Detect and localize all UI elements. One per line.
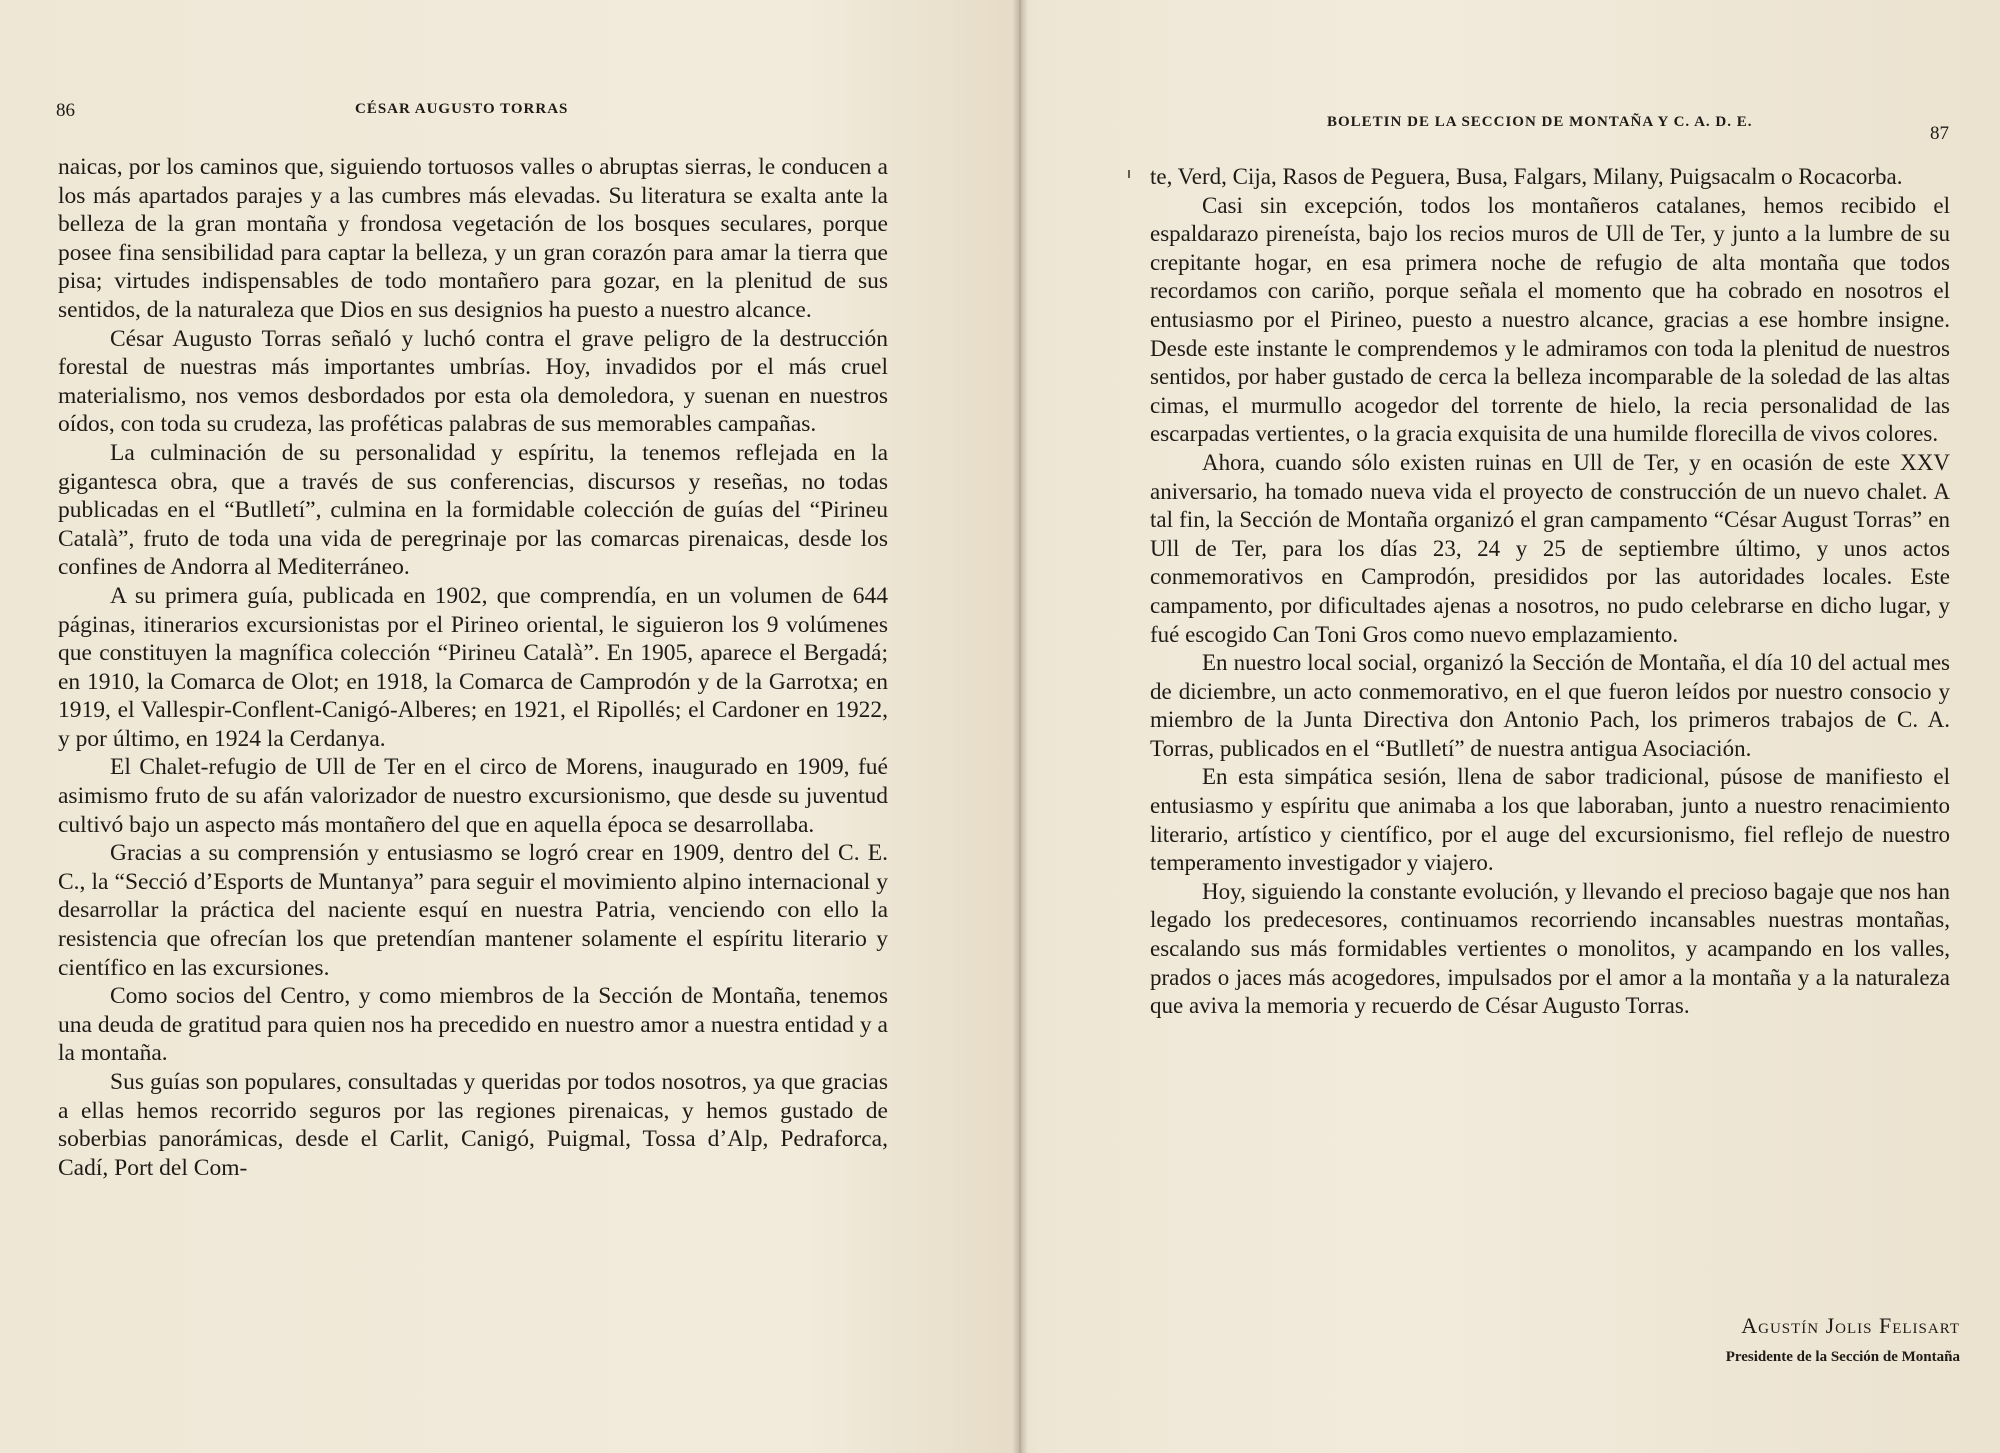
right-page [1030,0,2000,1453]
left-paragraph-6: Gracias a su comprensión y entusiasmo se logró crear en 1909, dentro del C. E. C., la “Secció d’Esports de Muntanya” para seguir el movimiento alpino internacional y desarrollar la práctica del naciente esquí en nuestra Patria, venciendo con ello la resistencia que ofrecían los que pretendían mantener solamente el espíritu literario y científico en las excursiones. [58,840,888,981]
right-body-text [1150,163,1950,1021]
left-paragraph-2: César Augusto Torras señaló y luchó contra el grave peligro de la destrucción forestal de nuestras más importantes umbrías. Hoy, invadidos por el más cruel materialismo, nos vemos desbordados por esta ola demoledora, y suenan en nuestros oídos, con toda su crudeza, las proféticas palabras de sus memorables campañas. [58,325,888,438]
right-page-number: 87 [1930,123,1949,144]
margin-mark [1128,170,1130,178]
signature-name: Agustín Jolis Felisart [1741,1313,1960,1338]
right-paragraph-1: te, Verd, Cija, Rasos de Peguera, Busa, Falgars, Milany, Puigsacalm o Rocacorba. [1150,164,1903,189]
right-paragraph-2: Casi sin excepción, todos los montañeros catalanes, hemos recibido el espaldarazo pireneísta, bajo los recios muros de Ull de Ter, y junto a la lumbre de su crepitante hogar, en esa primera noche de refugio de alta montaña que todos recordamos con cariño, porque señala el momento que ha cobrado en nosotros el entusiasmo por el Pirineo, puesto a nuestro alcance, gracias a ese hombre insigne. Desde este instante le comprendemos y le admiramos con toda la plenitud de nuestros sentidos, por haber gustado de cerca la belleza incomparable de la soledad de las altas cimas, el murmullo acogedor del torrente de hielo, la recia personalidad de las escarpadas vertientes, o la gracia exquisita de una humilde florecilla de vivos colores. [1150,192,1950,447]
left-page-number: 86 [56,100,75,121]
left-paragraph-8: Sus guías son populares, consultadas y queridas por todos nosotros, ya que gracias a ellas hemos recorrido seguros por las regiones pirenaicas, y hemos gustado de soberbias panorámicas, desde el Carlit, Canigó, Puigmal, Tossa d’Alp, Pedraforca, Cadí, Port del Com- [58,1069,888,1181]
right-paragraph-6: Hoy, siguiendo la constante evolución, y llevando el precioso bagaje que nos han legado los predecesores, continuamos recorriendo incansables nuestras montañas, escalando sus más formidables vertientes o monolitos, y acampando en los valles, prados o jaces más acogedores, impulsados por el amor a la montaña y a la naturaleza que aviva la memoria y recuerdo de César Augusto Torras. [1150,878,1950,1019]
right-paragraph-3: Ahora, cuando sólo existen ruinas en Ull de Ter, y en ocasión de este XXV aniversario, ha tomado nueva vida el proyecto de construcción de un nuevo chalet. A tal fin, la Sección de Montaña organizó el gran campamento “César August Torras” en Ull de Ter, para los días 23, 24 y 25 de septiembre último, y unos actos conmemorativos en Camprodón, presididos por las autoridades locales. Este campamento, por dificultades ajenas a nosotros, no pudo celebrarse en dicho lugar, y fué escogido Can Toni Gros como nuevo emplazamiento. [1150,449,1950,647]
right-paragraph-4: En nuestro local social, organizó la Sección de Montaña, el día 10 del actual mes de diciembre, un acto conmemorativo, en el que fueron leídos por nuestro consocio y miembro de la Junta Directiva don Antonio Pach, los primeros trabajos de C. A. Torras, publicados en el “Butlletí” de nuestra antigua Asociación. [1150,650,1950,761]
signature-block [1440,1313,1960,1366]
right-paragraph-5: En esta simpática sesión, llena de sabor tradicional, púsose de manifiesto el entusiasmo y espíritu que animaba a los que laboraban, junto a nuestro renacimiento literario, artístico y científico, por el auge del excursionismo, fiel reflejo de nuestro temperamento investigador y viajero. [1150,764,1950,876]
right-running-head: BOLETIN DE LA SECCION DE MONTAÑA Y C. A. D. E. [1327,114,1753,130]
left-body-text [58,153,888,1182]
left-paragraph-5: El Chalet-refugio de Ull de Ter en el circo de Morens, inaugurado en 1909, fué asimismo fruto de su afán valorizador de nuestro excursionismo, que desde su juventud cultivó bajo un aspecto más montañero del que en aquella época se desarrollaba. [58,754,888,838]
left-paragraph-1: naicas, por los caminos que, siguiendo tortuosos valles o abruptas sierras, le conducen a los más apartados parajes y a las cumbres más elevadas. Su literatura se exalta ante la belleza de la gran montaña y frondosa vegetación de los bosques seculares, porque posee fina sensibilidad para captar la belleza, y un gran corazón para amar la tierra que pisa; virtudes indispensables de todo montañero para gozar, en la plenitud de sus sentidos, de la naturaleza que Dios en sus designios ha puesto a nuestro alcance. [58,154,888,323]
book-gutter [1012,0,1028,1453]
left-paragraph-7: Como socios del Centro, y como miembros de la Sección de Montaña, tenemos una deuda de gratitud para quien nos ha precedido en nuestro amor a nuestra entidad y a la montaña. [58,983,888,1067]
left-running-head: CÉSAR AUGUSTO TORRAS [355,101,569,117]
left-paragraph-3: La culminación de su personalidad y espíritu, la tenemos reflejada en la gigantesca obra, que a través de sus conferencias, discursos y reseñas, no todas publicadas en el “Butlletí”, culmina en la formidable colección de guías del “Pirineu Català”, fruto de toda una vida de peregrinaje por las comarcas pirenaicas, desde los confines de Andorra al Mediterráneo. [58,439,888,581]
signature-role: Presidente de la Sección de Montaña [1725,1349,1960,1365]
left-paragraph-4: A su primera guía, publicada en 1902, que comprendía, en un volumen de 644 páginas, itinerarios excursionistas por el Pirineo oriental, le siguieron los 9 volúmenes que constituyen la magnífica colección “Pirineu Català”. En 1905, aparece el Bergadá; en 1910, la Comarca de Olot; en 1918, la Comarca de Camprodón y de la Garrotxa; en 1919, el Vallespir-Conflent-Canigó-Alberes; en 1921, el Ripollés; el Cardoner en 1922, y por último, en 1924 la Cerdanya. [58,582,888,752]
